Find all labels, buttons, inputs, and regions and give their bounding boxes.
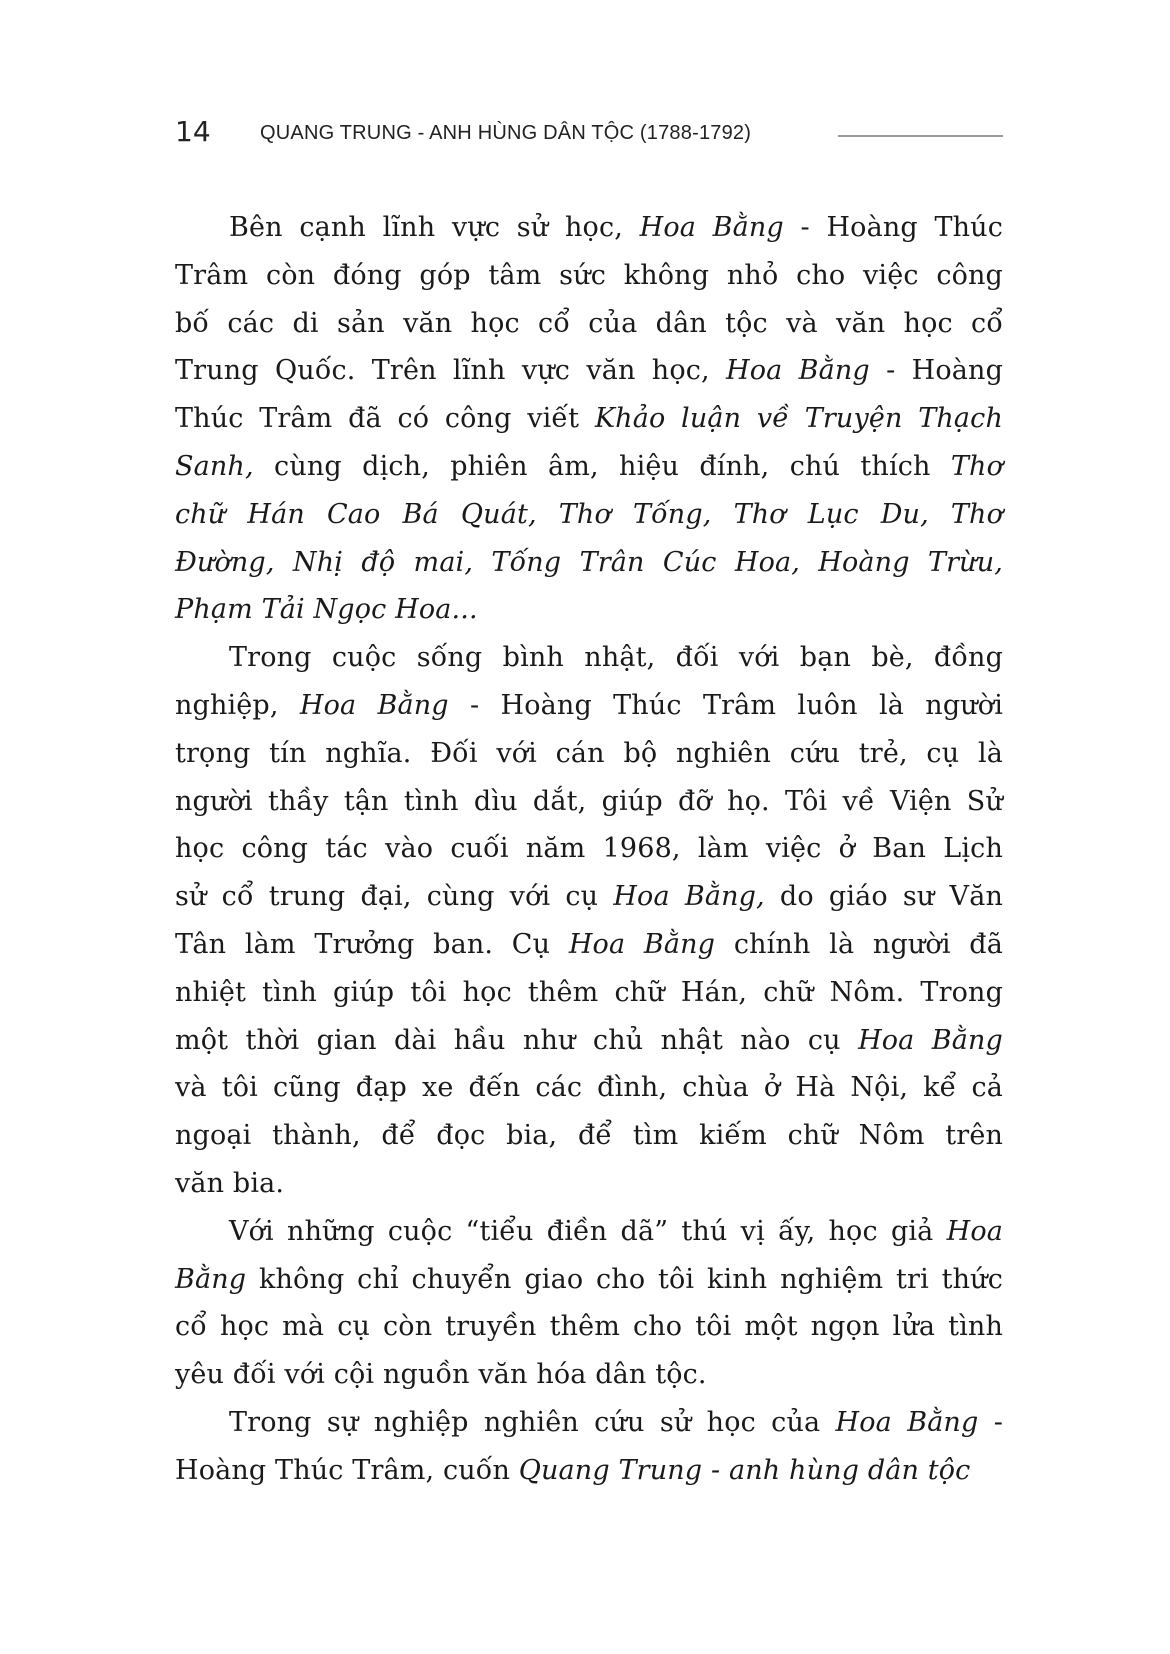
text-run: Thúc Trâm đã có công viết <box>175 403 595 435</box>
text-line <box>175 1064 1003 1112</box>
text-run: - <box>978 1406 1003 1438</box>
italic-text: Hoa Bằng <box>726 355 870 387</box>
paragraph <box>175 1399 1003 1495</box>
text-line <box>175 1399 1003 1447</box>
text-line <box>175 969 1003 1017</box>
page-header <box>175 112 1003 156</box>
italic-text: Khảo luận về Truyện Thạch <box>594 403 1003 435</box>
text-run: cổ học mà cụ còn truyền thêm cho tôi một ngọn lửa tình <box>175 1311 1003 1343</box>
text-line <box>175 491 1003 539</box>
text-run: và tôi cũng đạp xe đến các đình, chùa ở Hà Nội, kể cả <box>175 1072 1003 1104</box>
italic-text: Phạm Tải Ngọc Hoa... <box>175 594 478 626</box>
text-run: Trung Quốc. Trên lĩnh vực văn học, <box>175 355 727 387</box>
text-line <box>175 682 1003 730</box>
italic-text: Hoa Bằng <box>835 1406 979 1438</box>
text-run: nghiệp, <box>175 689 300 721</box>
text-run: Với những cuộc “tiểu điền dã” thú vị ấy, học giả <box>229 1215 947 1247</box>
text-run: Trong sự nghiệp nghiên cứu sử học của <box>229 1406 836 1438</box>
text-run: học công tác vào cuối năm 1968, làm việc ở Ban Lịch <box>175 833 1003 865</box>
text-line <box>175 1017 1003 1065</box>
text-line <box>175 921 1003 969</box>
text-line <box>175 1208 1003 1256</box>
text-run: do giáo sư Văn <box>764 881 1003 913</box>
text-line <box>175 1303 1003 1351</box>
text-run: ngoại thành, để đọc bia, để tìm kiếm chữ Nôm trên <box>175 1120 1003 1152</box>
text-line <box>175 1112 1003 1160</box>
text-run: Tân làm Trưởng ban. Cụ <box>175 928 569 960</box>
italic-text: Đường, Nhị độ mai, Tống Trân Cúc Hoa, Hoàng Trừu, <box>175 546 1003 578</box>
running-title: QUANG TRUNG - ANH HÙNG DÂN TỘC (1788-1792) <box>260 122 752 144</box>
text-run: Trâm còn đóng góp tâm sức không nhỏ cho việc công <box>175 259 1003 291</box>
text-run: một thời gian dài hầu như chủ nhật nào cụ <box>175 1024 859 1056</box>
italic-text: Hoa <box>946 1215 1003 1247</box>
text-run: văn bia. <box>175 1167 285 1199</box>
text-run: trọng tín nghĩa. Đối với cán bộ nghiên cứu trẻ, cụ là <box>175 737 1003 769</box>
text-run: Hoàng Thúc Trâm, cuốn <box>175 1454 519 1486</box>
text-line <box>175 347 1003 395</box>
text-line <box>175 873 1003 921</box>
text-run: sử cổ trung đại, cùng với cụ <box>175 881 614 913</box>
text-line <box>175 825 1003 873</box>
header-rule <box>838 135 1003 137</box>
italic-text: Hoa Bằng <box>858 1024 1003 1056</box>
text-run: cùng dịch, phiên âm, hiệu đính, chú thích <box>253 450 951 482</box>
text-run: - Hoàng Thúc <box>783 212 1003 243</box>
paragraph <box>175 204 1003 634</box>
italic-text: Hoa Bằng <box>568 928 716 960</box>
body-text <box>175 204 1003 1495</box>
italic-text: Sanh, <box>175 450 254 482</box>
text-line <box>175 300 1003 348</box>
italic-text: Quang Trung - anh hùng dân tộc <box>518 1454 971 1486</box>
text-line <box>175 1447 1003 1495</box>
text-line <box>175 730 1003 778</box>
text-line <box>175 252 1003 300</box>
page-number: 14 <box>175 115 211 148</box>
italic-text: Bằng <box>175 1263 247 1295</box>
text-run: - Hoàng Thúc Trâm luôn là người <box>448 689 1003 721</box>
text-line <box>175 204 1003 252</box>
text-run: chính là người đã <box>715 928 1003 960</box>
italic-text: Hoa Bằng <box>639 212 784 243</box>
text-run: người thầy tận tình dìu dắt, giúp đỡ họ. Tôi về Viện Sử <box>175 785 1003 817</box>
text-run: bố các di sản văn học cổ của dân tộc và văn học cổ <box>175 307 1003 339</box>
text-run: yêu đối với cội nguồn văn hóa dân tộc. <box>175 1359 707 1391</box>
italic-text: chữ Hán Cao Bá Quát, Thơ Tống, Thơ Lục Du, Thơ <box>175 498 1003 530</box>
text-run: Trong cuộc sống bình nhật, đối với bạn bè, đồng <box>229 642 1003 674</box>
text-line <box>175 1160 1003 1208</box>
paragraph <box>175 634 1003 1208</box>
text-line <box>175 539 1003 587</box>
text-line <box>175 443 1003 491</box>
text-line <box>175 395 1003 443</box>
text-line <box>175 634 1003 682</box>
text-run: nhiệt tình giúp tôi học thêm chữ Hán, chữ Nôm. Trong <box>175 976 1003 1008</box>
text-line <box>175 586 1003 634</box>
text-line <box>175 778 1003 826</box>
text-run: Bên cạnh lĩnh vực sử học, <box>229 212 640 243</box>
text-run: không chỉ chuyển giao cho tôi kinh nghiệm tri thức <box>246 1263 1003 1295</box>
text-line <box>175 1256 1003 1304</box>
paragraph <box>175 1208 1003 1399</box>
italic-text: Hoa Bằng, <box>613 881 765 913</box>
italic-text: Hoa Bằng <box>299 689 449 721</box>
italic-text: Thơ <box>950 450 1003 482</box>
text-run: - Hoàng <box>869 355 1003 387</box>
text-line <box>175 1351 1003 1399</box>
